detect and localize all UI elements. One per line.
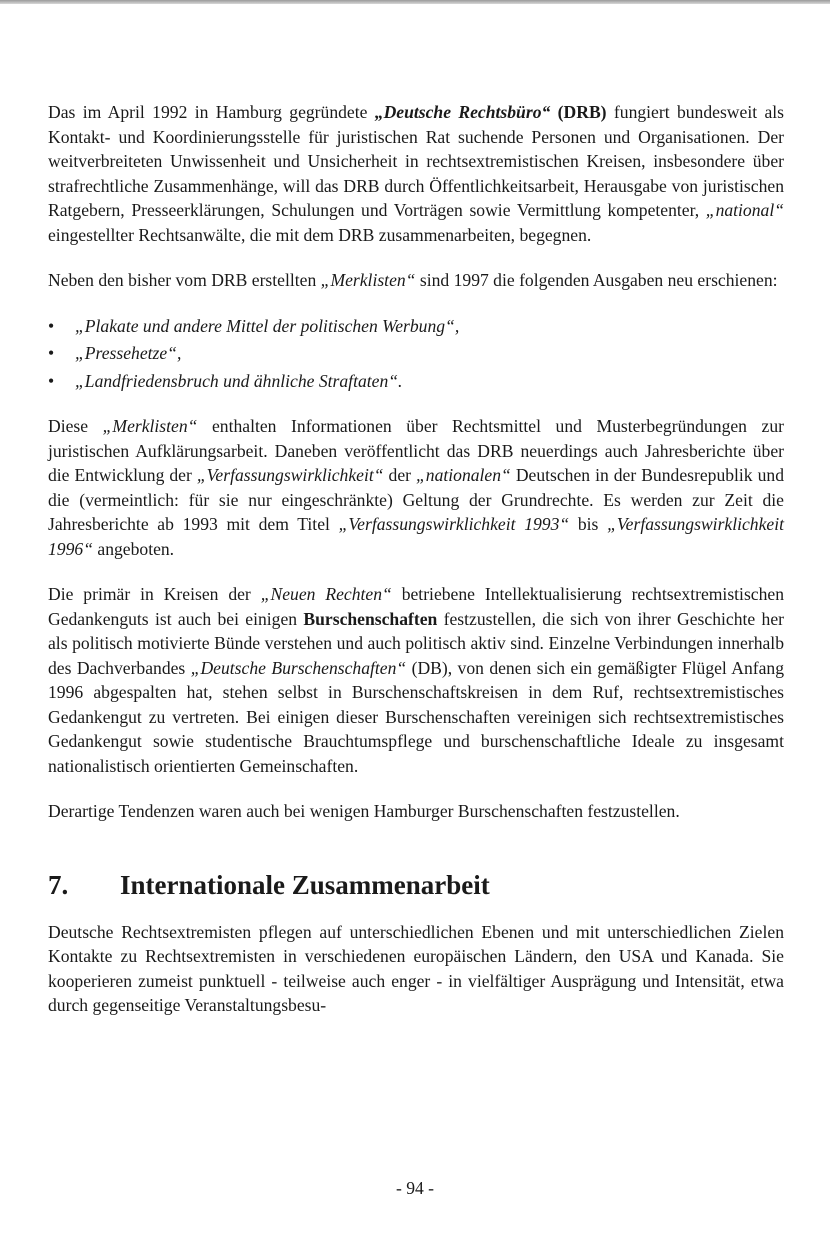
italic-term: „Verfassungswirklichkeit“ [196, 465, 384, 485]
text-run: eingestellter Rechtsanwälte, die mit dem DRB zusammenarbeiten, begegnen. [48, 224, 592, 245]
scan-top-edge [0, 0, 830, 4]
italic-term: „Merklisten“ [320, 270, 416, 290]
section-heading [48, 868, 784, 902]
italic-term: „Verfassungswirklichkeit 1996“ [48, 514, 785, 559]
section-number: 7. [48, 869, 69, 900]
paragraph-international: Deutsche Rechtsextremisten pflegen auf unterschiedlichen Ebenen und mit unterschiedlichen Zielen Kontakte zu Rechtsextremisten in verschiedenen europäischen Ländern, den USA und Kanada. Sie kooperieren zumeist punktuell - teilweise auch enger - in vielfältiger Ausprägung und Intensität, etwa durch gegenseitige Veranstaltungsbesu- [48, 921, 784, 1015]
text-run: enthalten Informationen über Rechtsmittel und Musterbegründungen zur juristischen Aufklärungsarbeit. Daneben veröffentlicht das DRB neuerdings auch Jahresberichte über die Entwicklung der [48, 416, 784, 485]
italic-term: „Deutsche Burschenschaften“ [190, 657, 407, 678]
paragraph-merklisten [48, 268, 784, 293]
italic-term: „nationalen“ [416, 465, 511, 485]
paragraph-hamburg: Derartige Tendenzen waren auch bei wenigen Hamburger Burschenschaften festzustellen. [48, 801, 680, 821]
bold-term: Burschenschaften [303, 608, 438, 629]
italic-term: „national“ [705, 200, 784, 220]
bullet-icon: • [48, 343, 55, 363]
text-run: der [383, 465, 416, 485]
page-number: - 94 - [395, 1178, 435, 1198]
paragraph-jahresberichte [48, 414, 784, 561]
publication-list [48, 314, 784, 394]
section-title: Internationale Zusammenarbeit [120, 869, 490, 900]
document-page [48, 100, 784, 1039]
text-run: Neben den bisher vom DRB erstellten [48, 270, 321, 290]
drb-abbreviation: (DRB) [557, 102, 607, 122]
italic-term: „Neuen Rechten“ [260, 584, 392, 604]
text-run: betriebene Intellektualisierung rechtsextremistischen Gedankenguts ist auch bei einigen [48, 584, 785, 629]
text-run: (DB), von denen sich ein gemäßigter Flügel Anfang 1996 abgespalten hat, stehen selbst in Burschenschaftskreisen in dem Ruf, rechtsextremistisches Gedankengut zu vertreten. Bei einigen dieser Burschenschaften vereinigen sich rechtsextremistisches Gedankengut sowie studentische Brauchtumspflege und burschenschaftliche Ideale zu insgesamt nationalistisch orientierten Gemeinschaften. [48, 657, 785, 776]
list-item [48, 369, 784, 394]
paragraph-burschenschaften [48, 582, 784, 778]
drb-name: „Deutsche Rechtsbüro“ [374, 102, 551, 122]
text-run: angeboten. [92, 538, 175, 559]
text-run: Das im April 1992 in Hamburg gegründete [48, 102, 375, 122]
italic-term: „Verfassungswirklichkeit 1993“ [338, 514, 570, 534]
text-run: Deutschen in der Bundesrepublik und die (vermeintlich: für sie nur eingeschränkte) Geltung der Grundrechte. Es werden zur Zeit die Jahresberichte ab 1993 mit dem Titel [48, 465, 784, 534]
list-item [48, 314, 784, 339]
italic-term: „Merklisten“ [102, 416, 198, 436]
list-item [48, 341, 784, 366]
text-run: fungiert bundesweit als Kontakt- und Koordinierungsstelle für juristischen Rat suchende Personen und Organisationen. Der weitverbreiteten Unwissenheit und Unsicherheit in rechtsextremistischen Kreisen, insbesondere über strafrechtliche Zusammenhänge, will das DRB durch Öffentlichkeitsarbeit, Herausgabe von juristischen Ratgebern, Presseerklärungen, Schulungen und Vorträgen sowie Vermittlung kompetenter, [48, 102, 785, 220]
list-item-text: „Plakate und andere Mittel der politischen Werbung“, [75, 315, 460, 336]
list-item-text: „Landfriedensbruch und ähnliche Straftaten“. [75, 370, 403, 391]
text-run: Diese [48, 416, 103, 436]
text-run: sind 1997 die folgenden Ausgaben neu erschienen: [415, 270, 778, 290]
text-run: bis [569, 514, 608, 534]
text-run: festzustellen, die sich von ihrer Geschichte her als politisch motivierte Bünde verstehen und auch politisch aktiv sind. Einzelne Verbindungen innerhalb des Dachverbandes [48, 608, 784, 678]
paragraph-drb-intro [48, 100, 784, 247]
text-run: Die primär in Kreisen der [48, 584, 261, 604]
list-item-text: „Pressehetze“, [75, 343, 182, 363]
bullet-icon: • [48, 370, 55, 391]
bullet-icon: • [48, 315, 55, 336]
